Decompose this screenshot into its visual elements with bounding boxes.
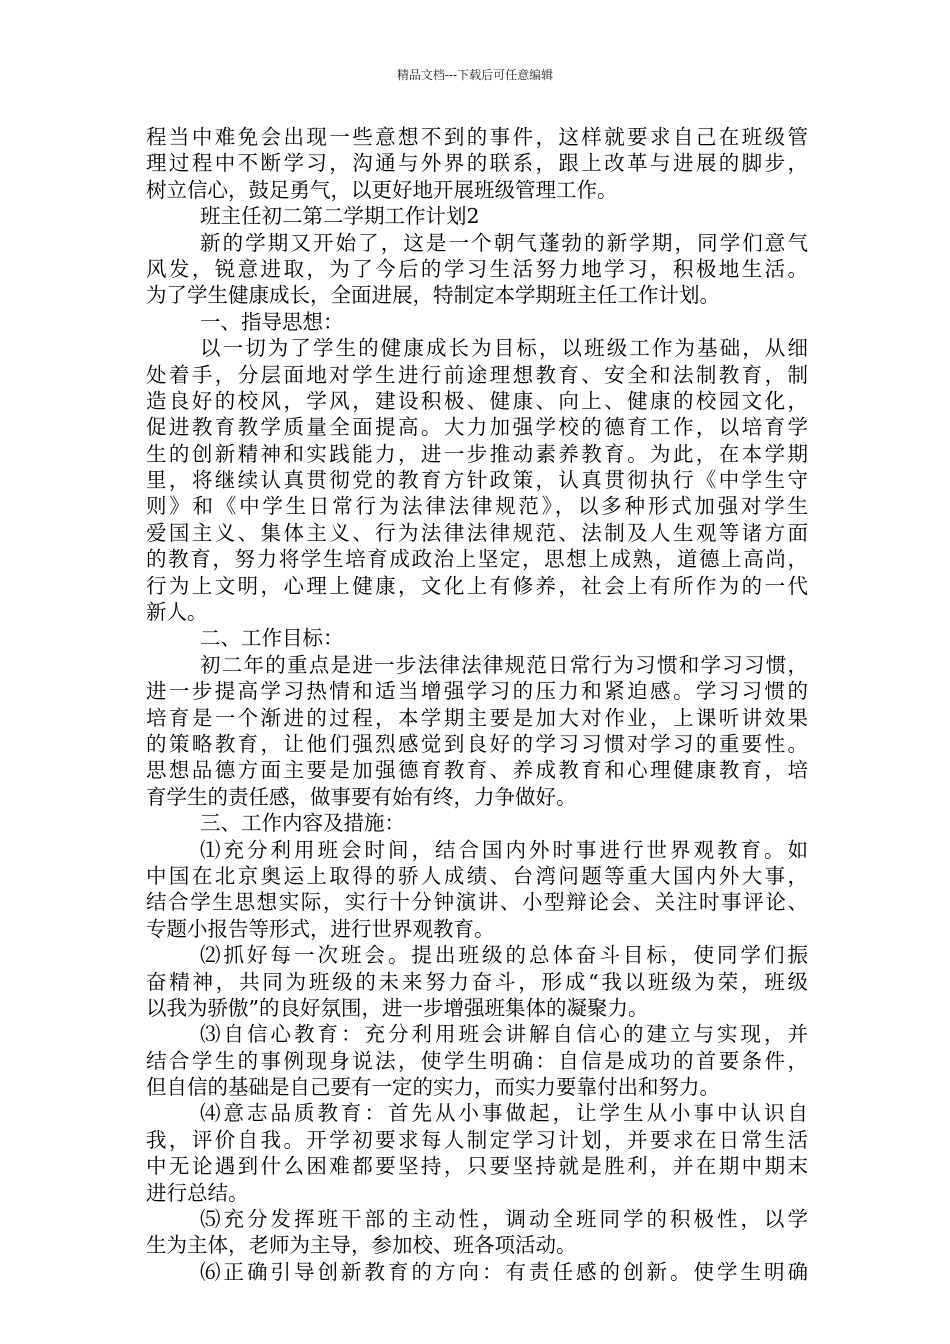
text-line: 初二年的重点是进一步法律法律规范日常行为习惯和学习习惯， [200,652,808,677]
text-line: 的策略教育，让他们强烈感觉到良好的学习习惯对学习的重要性。 [146,731,808,756]
text-line: 为了学生健康成长，全面进展，特制定本学期班主任工作计划。 [146,283,720,308]
text-line: ⑴充分利用班会时间，结合国内外时事进行世界观教育。如 [200,837,808,862]
page-header: 精品文档---下载后可任意编辑 [396,68,554,82]
text-line: 爱国主义、集体主义、行为法律法律规范、法制及人生观等诸方面 [146,520,808,545]
text-line: 新人。 [146,600,208,625]
text-line: ⑶自信心教育：充分利用班会讲解自信心的建立与实现，并 [200,1022,808,1047]
text-line: 中国在北京奥运上取得的骄人成绩、台湾问题等重大国内外大事， [146,863,808,888]
text-line: 风发，锐意进取，为了今后的学习生活努力地学习，积极地生活。 [146,256,808,281]
text-line: 则》和《中学生日常行为法律法律规范》，以多种形式加强对学生 [146,494,808,519]
text-line: 处着手，分层面地对学生进行前途理想教育、安全和法制教育，制 [146,362,808,387]
text-line: 新的学期又开始了，这是一个朝气蓬勃的新学期，同学们意气 [200,230,808,255]
text-line: ⑹正确引导创新教育的方向：有责任感的创新。使学生明确 [200,1259,808,1284]
text-line: 班主任初二第二学期工作计划2 [200,204,480,229]
text-line: 以我为骄傲”的良好氛围，进一步增强班集体的凝聚力。 [146,995,649,1020]
text-line: 培育是一个渐进的过程，本学期主要是加大对作业，上课听讲效果 [146,705,808,730]
text-line: 造良好的校风，学风，建设积极、健康、向上、健康的校园文化， [146,388,808,413]
text-line: 奋精神，共同为班级的未来努力奋斗，形成“我以班级为荣，班级 [146,969,808,994]
text-line: 理过程中不断学习，沟通与外界的联系，跟上改革与进展的脚步， [146,151,808,176]
document-body [146,124,808,1285]
text-line: 促进教育教学质量全面提高。大力加强学校的德育工作，以培育学 [146,415,808,440]
text-line: 以一切为了学生的健康成长为目标，以班级工作为基础，从细 [200,336,808,361]
text-line: ⑵抓好每一次班会。提出班级的总体奋斗目标，使同学们振 [200,943,808,968]
text-line: 三、工作内容及措施： [200,811,405,836]
text-line: 一、指导思想： [200,309,344,334]
text-line: 程当中难免会出现一些意想不到的事件，这样就要求自己在班级管 [146,125,808,149]
text-line: 行为上文明，心理上健康，文化上有修养，社会上有所作为的一代 [146,573,808,598]
text-line: 生为主体，老师为主导，参加校、班各项活动。 [146,1233,577,1258]
text-line: 的教育，努力将学生培育成政治上坚定，思想上成熟，道德上高尚， [146,547,808,572]
text-line: 结合学生思想实际，实行十分钟演讲、小型辩论会、关注时事评论、 [146,890,808,915]
text-line: ⑸充分发挥班干部的主动性，调动全班同学的积极性，以学 [200,1207,808,1232]
text-line: 生的创新精神和实践能力，进一步推动素养教育。为此，在本学期 [146,441,808,466]
text-line: 但自信的基础是自己要有一定的实力，而实力要靠付出和努力。 [146,1075,720,1100]
text-line: 进一步提高学习热情和适当增强学习的压力和紧迫感。学习习惯的 [146,679,808,704]
text-line: 中无论遇到什么困难都要坚持，只要坚持就是胜利，并在期中期末 [146,1154,808,1179]
text-line: 思想品德方面主要是加强德育教育、养成教育和心理健康教育，培 [146,758,808,783]
text-line: 结合学生的事例现身说法，使学生明确：自信是成功的首要条件， [146,1048,808,1073]
text-line: 育学生的责任感，做事要有始有终，力争做好。 [146,784,577,809]
text-line: 我，评价自我。开学初要求每人制定学习计划，并要求在日常生活 [146,1127,808,1152]
text-line: 专题小报告等形式，进行世界观教育。 [146,916,495,941]
text-line: 进行总结。 [146,1180,249,1205]
text-line: 树立信心，鼓足勇气，以更好地开展班级管理工作。 [146,177,618,202]
text-line: ⑷意志品质教育：首先从小事做起，让学生从小事中认识自 [200,1101,808,1126]
text-line: 里，将继续认真贯彻党的教育方针政策，认真贯彻执行《中学生守 [146,468,808,493]
text-line: 二、工作目标： [200,626,344,651]
